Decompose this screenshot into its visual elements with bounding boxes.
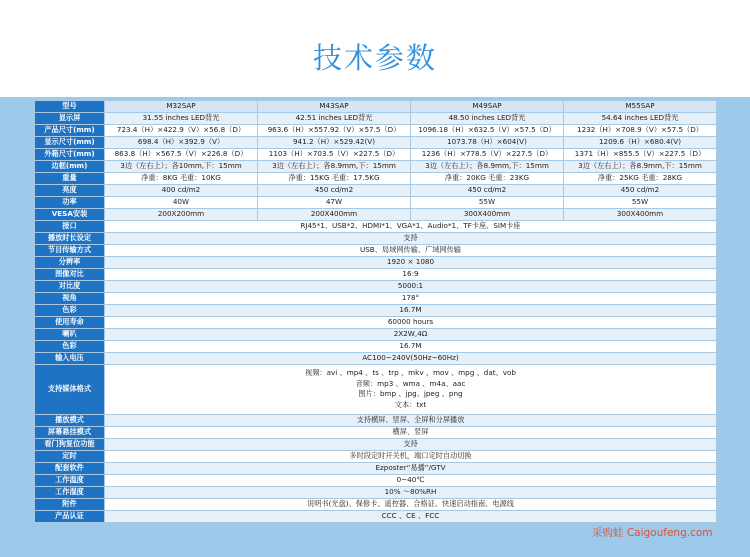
table-row [35,208,717,220]
spec-value: CCC 、CE 、FCC [105,510,717,522]
row-label: 节目传输方式 [35,244,105,256]
table-row [35,450,717,462]
table-row [35,426,717,438]
spec-value: 支持 [105,438,717,450]
spec-value: 450 cd/m2 [411,184,564,196]
table-row [35,328,717,340]
spec-value: Ezposter“易播”/GTV [105,462,717,474]
table-row [35,498,717,510]
spec-value: 1209.6（H）×680.4(V) [564,136,717,148]
media-format-line: 音频：mp3 、wma 、m4a、aac [355,378,466,388]
row-label: 屏幕悬挂模式 [35,426,105,438]
spec-value: 净重：8KG 毛重：10KG [105,172,258,184]
spec-value: 723.4（H）×422.9（V）×56.8（D） [105,124,258,136]
spec-value: 1096.18（H）×632.5（V）×57.5（D） [411,124,564,136]
spec-value: 净重：20KG 毛重：23KG [411,172,564,184]
row-label: 外箱尺寸(mm) [35,148,105,160]
table-row [35,280,717,292]
media-format-list [105,364,717,414]
spec-value: 1073.78（H）×604(V) [411,136,564,148]
table-row [35,304,717,316]
spec-value: 16:9 [105,268,717,280]
spec-value: 40W [105,196,258,208]
table-row [35,112,717,124]
watermark-text: 采购蛙 Caigoufeng.com [592,527,713,539]
model-name: M32SAP [105,101,258,113]
spec-value: 10% ～80%RH [105,486,717,498]
table-row [35,486,717,498]
spec-value: 多时段定时开关机，端口定时自动切换 [105,450,717,462]
table-row [35,474,717,486]
row-label: 重量 [35,172,105,184]
spec-value: 1236（H）×778.5（V）×227.5（D） [411,148,564,160]
table-row [35,148,717,160]
spec-value: 16.7M [105,304,717,316]
row-label: 分辨率 [35,256,105,268]
table-row [35,462,717,474]
spec-value: 支持 [105,232,717,244]
row-label: 产品尺寸(mm) [35,124,105,136]
row-label: 附件 [35,498,105,510]
spec-value: AC100~240V(50Hz~60Hz) [105,352,717,364]
table-row [35,160,717,172]
spec-table [34,100,717,523]
spec-value: 400 cd/m2 [105,184,258,196]
row-label: 工作湿度 [35,486,105,498]
spec-value: 450 cd/m2 [564,184,717,196]
row-label: 配套软件 [35,462,105,474]
spec-value: 450 cd/m2 [258,184,411,196]
spec-value: 963.6（H）×557.92（V）×57.5（D） [258,124,411,136]
table-row [35,220,717,232]
spec-value: 178° [105,292,717,304]
spec-value: 净重：15KG 毛重：17.5KG [258,172,411,184]
row-label: 喇叭 [35,328,105,340]
spec-value: 3边（左右上）；各8.9mm,下：15mm [564,160,717,172]
row-label: 播放时长设定 [35,232,105,244]
table-row [35,232,717,244]
spec-value: RJ45*1、USB*2、HDMI*1、VGA*1、Audio*1、TF卡座、SIM卡座 [105,220,717,232]
spec-value: 净重：25KG 毛重：28KG [564,172,717,184]
spec-table-body [35,101,717,523]
row-label: 输入电压 [35,352,105,364]
spec-value: 54.64 inches LED背光 [564,112,717,124]
table-row-model [35,101,717,113]
table-row [35,292,717,304]
row-label: 色彩 [35,304,105,316]
model-name: M43SAP [258,101,411,113]
spec-value: 47W [258,196,411,208]
spec-value: 1371（H）×855.5（V）×227.5（D） [564,148,717,160]
spec-value: 16.7M [105,340,717,352]
spec-value: 3边（左右上）；各8.9mm,下：15mm [411,160,564,172]
table-row [35,340,717,352]
spec-value: 863.8（H）×567.5（V）×226.8（D） [105,148,258,160]
row-label: 工作温度 [35,474,105,486]
row-label: 显示尺寸(mm) [35,136,105,148]
row-label: 产品认证 [35,510,105,522]
row-label: 功率 [35,196,105,208]
page-title: 技术参数 [312,41,437,75]
table-row [35,244,717,256]
spec-value: 1920 × 1080 [105,256,717,268]
spec-value: 48.50 inches LED背光 [411,112,564,124]
table-row [35,172,717,184]
row-label: 型号 [35,101,105,113]
spec-value: 3边（左右上）；各10mm,下：15mm [105,160,258,172]
row-label: 对比度 [35,280,105,292]
spec-value: 3边（左右上）；各8.9mm,下：15mm [258,160,411,172]
table-row [35,136,717,148]
spec-value: 941.2（H）×529.42(V) [258,136,411,148]
row-label: 亮度 [35,184,105,196]
row-label: 看门狗复位功能 [35,438,105,450]
row-label: 接口 [35,220,105,232]
row-label: VESA安装 [35,208,105,220]
table-row [35,414,717,426]
model-name: M55SAP [564,101,717,113]
spec-value: 42.51 inches LED背光 [258,112,411,124]
spec-value: USB、局域网传输、广域网传输 [105,244,717,256]
media-format-line: 视频：avi 、mp4 、ts 、trp 、mkv 、mov 、mpg 、dat、vob [305,367,516,377]
row-label: 图像对比 [35,268,105,280]
table-row [35,124,717,136]
table-row [35,256,717,268]
table-row [35,364,717,414]
row-label: 显示屏 [35,112,105,124]
spec-value: 300X400mm [564,208,717,220]
spec-value: 31.55 inches LED背光 [105,112,258,124]
spec-value: 说明书(光盘)、保修卡、遥控器、合格证、快速启动指南、电源线 [105,498,717,510]
row-label: 边框(mm) [35,160,105,172]
table-row [35,184,717,196]
table-row [35,352,717,364]
media-format-line: 文本：txt [394,400,427,410]
row-label: 支持媒体格式 [35,364,105,414]
media-format-line: 图片：bmp 、jpg、jpeg 、png [358,389,463,399]
spec-value: 60000 hours [105,316,717,328]
row-label: 播放模式 [35,414,105,426]
table-row [35,268,717,280]
spec-value: 300X400mm [411,208,564,220]
spec-value: 2X2W,4Ω [105,328,717,340]
spec-value: 横屏、竖屏 [105,426,717,438]
row-label: 色彩 [35,340,105,352]
row-label: 定时 [35,450,105,462]
spec-value: 200X400mm [258,208,411,220]
spec-value: 5000:1 [105,280,717,292]
spec-value: 55W [564,196,717,208]
table-row [35,438,717,450]
spec-value: 支持横屏、竖屏、全屏和分屏播放 [105,414,717,426]
table-row [35,316,717,328]
spec-value: 698.4（H）×392.9（V） [105,136,258,148]
row-label: 使用寿命 [35,316,105,328]
model-name: M49SAP [411,101,564,113]
table-row [35,510,717,522]
spec-value: 55W [411,196,564,208]
spec-value: 200X200mm [105,208,258,220]
table-row [35,196,717,208]
spec-value: 0~40℃ [105,474,717,486]
spec-value: 1232（H）×708.9（V）×57.5（D） [564,124,717,136]
row-label: 视角 [35,292,105,304]
spec-value: 1103（H）×703.5（V）×227.5（D） [258,148,411,160]
